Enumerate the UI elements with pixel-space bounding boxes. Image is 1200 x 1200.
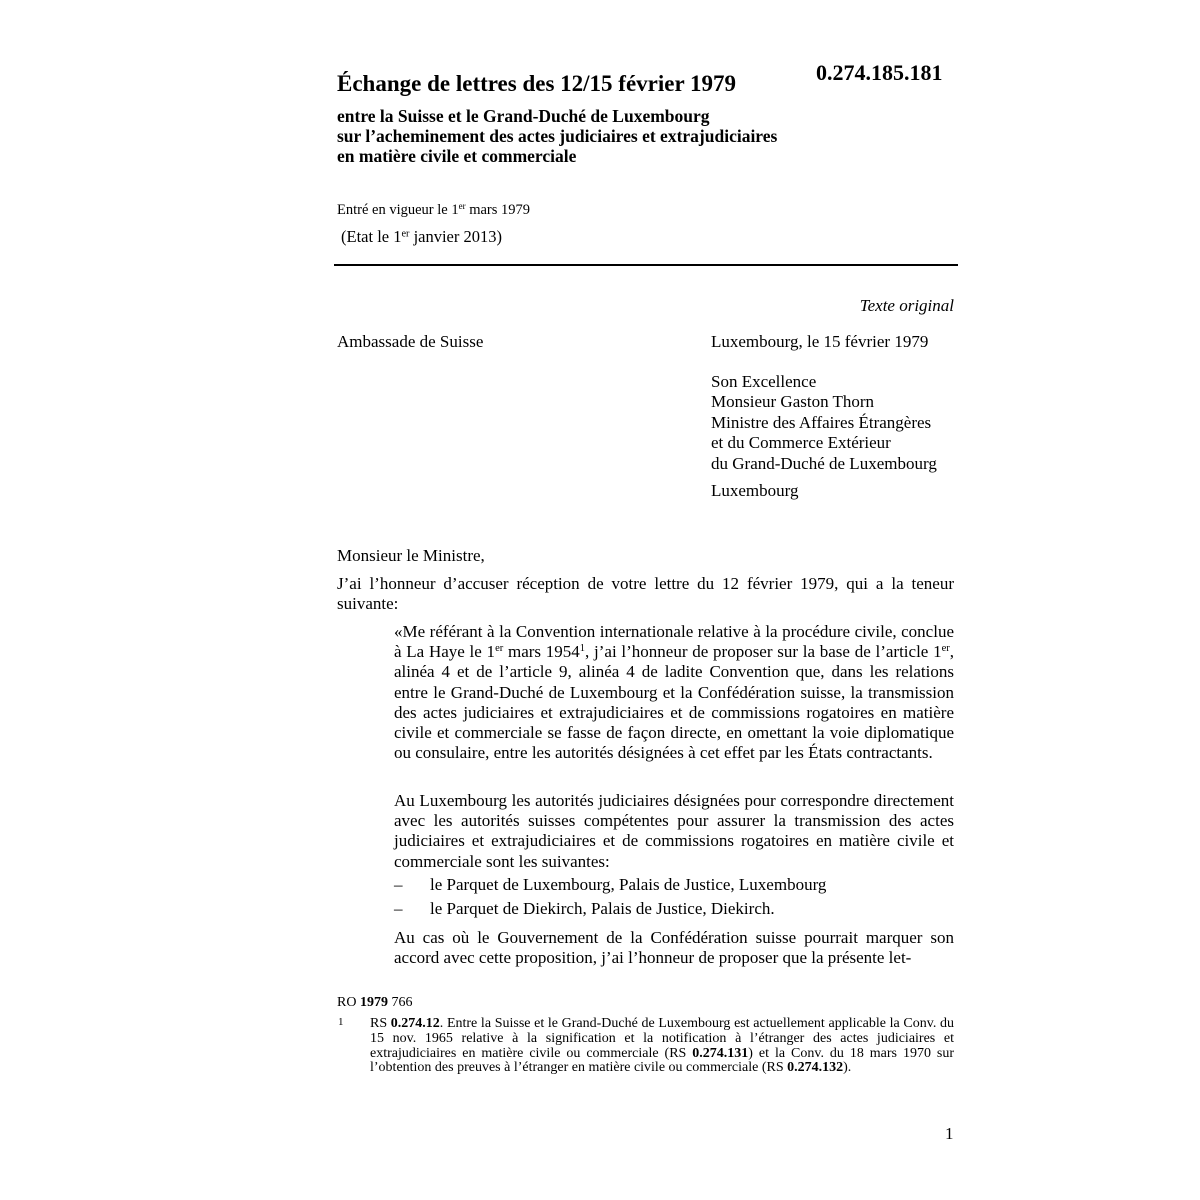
sender: Ambassade de Suisse bbox=[337, 332, 484, 351]
in-force-date: Entré en vigueur le 1er mars 1979 bbox=[337, 201, 531, 218]
subtitle-line: entre la Suisse et le Grand-Duché de Luxembourg bbox=[337, 106, 710, 126]
original-text-label: Texte original bbox=[859, 296, 954, 315]
sr-link[interactable]: 0.274.132 bbox=[787, 1060, 844, 1076]
ro-reference: RO 1979 766 bbox=[337, 995, 413, 1010]
subtitle-line: sur l’acheminement des actes judiciaires et extrajudiciaires bbox=[337, 126, 778, 146]
recipient-line: et du Commerce Extérieur bbox=[711, 433, 891, 453]
recipient-city: Luxembourg bbox=[711, 481, 799, 501]
footnote-reference[interactable]: 1 bbox=[579, 643, 586, 655]
place-date: Luxembourg, le 15 février 1979 bbox=[711, 332, 929, 351]
list-item bbox=[394, 899, 775, 919]
header-divider bbox=[334, 264, 958, 266]
recipient-line: Ministre des Affaires Étrangères bbox=[711, 412, 932, 432]
document-subtitle bbox=[337, 106, 777, 166]
sr-link[interactable]: 0.274.131 bbox=[692, 1045, 749, 1061]
recipient-line: Son Excellence bbox=[711, 372, 817, 391]
list-item-text: le Parquet de Luxembourg, Palais de Justice, Luxembourg bbox=[430, 875, 827, 894]
page-number: 1 bbox=[945, 1124, 954, 1143]
recipient-line: Monsieur Gaston Thorn bbox=[711, 392, 875, 412]
quote-paragraph-1: «Me référant à la Convention internationale relative à la procédure civile, conclue à La Haye le 1er mars 1954$^1$, j’ai l’honneur de proposer sur la base de l’article 1er, alinéa 4 et de l’article 9, alinéa 4 de ladite Convention que, dans les relations entre le Grand-Duché de Luxembourg et la Confédération suisse, la transmission des actes judiciaires et extrajudiciaires et de commissions rogatoires en matière civile et commerciale se fasse de façon directe, en omettant la voie diplomatique ou consulaire, entre les autorités désignées à cet effet par les États contractants. bbox=[394, 622, 955, 763]
intro-paragraph: J’ai l’honneur d’accuser réception de votre lettre du 12 février 1979, qui a la teneur suivante: bbox=[337, 574, 954, 613]
quote-paragraph-2: Au Luxembourg les autorités judiciaires désignées pour correspondre directement avec les autorités suisses compétentes pour assurer la transmission des actes judiciaires et extrajudiciaires et de commissions rogatoires en matière civile et commerciale sont les suivantes: bbox=[394, 791, 954, 871]
status-date: (Etat le 1er janvier 2013) bbox=[341, 227, 502, 246]
subtitle-line: en matière civile et commerciale bbox=[337, 146, 577, 166]
footnote-number: 1 bbox=[338, 1016, 344, 1028]
recipient-address bbox=[711, 372, 937, 501]
sr-number: 0.274.185.181 bbox=[816, 60, 943, 85]
sr-link[interactable]: 0.274.12 bbox=[390, 1016, 440, 1031]
dash-bullet: – bbox=[394, 875, 403, 894]
quote-paragraph-3: Au cas où le Gouvernement de la Confédération suisse pourrait marquer son accord avec cette proposition, j’ai l’honneur de proposer que la présente let- bbox=[394, 928, 954, 968]
list-item bbox=[394, 875, 826, 895]
salutation: Monsieur le Ministre, bbox=[337, 546, 485, 565]
footnote-text: RS 0.274.12. Entre la Suisse et le Grand-Duché de Luxembourg est actuellement applicable la Conv. du 15 nov. 1965 relative à la signification et la notification à l’étranger des actes judiciaires et extrajudiciaires en matière civile ou commerciale (RS 0.274.131) et la Conv. du 18 mars 1970 sur l’obtention des preuves à l’étranger en matière civile ou commerciale (RS 0.274.132). bbox=[370, 1016, 955, 1076]
document-title: Échange de lettres des 12/15 février 1979 bbox=[337, 71, 737, 96]
dash-bullet: – bbox=[394, 899, 403, 918]
recipient-line: du Grand-Duché de Luxembourg bbox=[711, 453, 937, 473]
list-item-text: le Parquet de Diekirch, Palais de Justice, Diekirch. bbox=[430, 899, 775, 918]
